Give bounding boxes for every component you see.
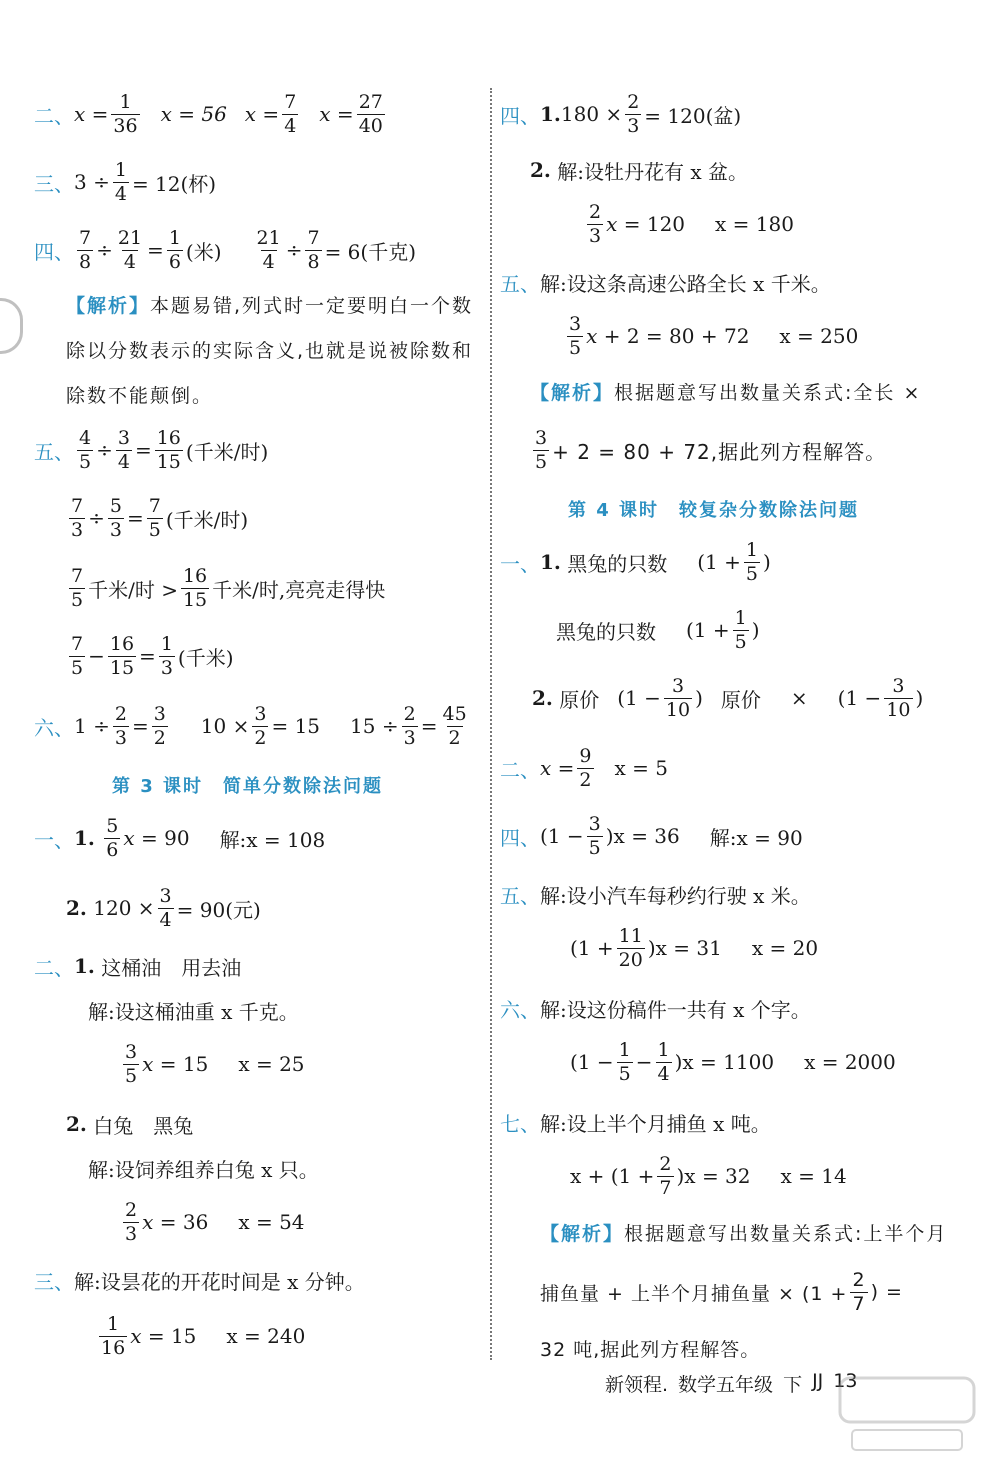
answer-row-l4-si: 四、 (1 − $\frac{3}{5}$ )x = 36 解:x = 90 [500,812,803,859]
book-name: 新领程. [605,1374,669,1396]
equation: $\frac{2}{3}$ x = 36 x = 54 [125,1198,305,1245]
answer-row-l4-yi-2: 2. 原价 (1 − $\frac{3}{10}$ ) 原价 × (1 − $\frac{3}{10}$ ) [532,674,924,721]
section-marker: 二、 [34,103,74,128]
watermark-logo-icon [832,1372,982,1457]
term: 下 [783,1374,803,1396]
answer-row-l3-san: 三、 解:设昙花的开花时间是 x 分钟。 [34,1269,365,1294]
lesson-heading-4: 第 4 课时 较复杂分数除法问题 [568,500,860,521]
subject-grade: 数学五年级 [678,1374,774,1396]
answer-row-l4-er: 二、 x = $\frac{9}{2}$ x = 5 [500,744,668,791]
lesson-heading-3: 第 3 课时 简单分数除法问题 [112,776,384,797]
page-footer [605,1370,857,1397]
answer-row-l4-liu: 六、 解:设这份稿件一共有 x 个字。 [500,997,811,1022]
answer-row-wu-4: $\frac{7}{5}$ − $\frac{16}{15}$ = $\frac{1}{3}$ (千米) [71,632,234,679]
answer-row-l4-yi-1b: 黑兔的只数 (1 + $\frac{1}{5}$ ) [556,606,760,653]
fraction: $\frac{1}{36}$ [113,90,138,137]
answer-row-l3-yi-1: 一、 1. $\frac{5}{6}$ x = 90 解:x = 108 [34,814,326,861]
solution-setup: 解:设这桶油重 x 千克。 [88,999,299,1024]
analysis-note-1: 【解析】本题易错,列式时一定要明白一个数除以分数表示的实际含义,也就是说被除数和除数不能颠倒。 [66,295,474,407]
answer-row-l4-qi: 七、 解:设上半个月捕鱼 x 吨。 [500,1111,771,1136]
answer-row-si-2: 2. 解:设牡丹花有 x 盆。 [530,158,748,184]
analysis-note-2-cont: $\frac{3}{5}$ + 2 = 80 + 72,据此列方程解答。 [535,426,887,473]
analysis-note-3: 【解析】根据题意写出数量关系式:上半个月 [540,1223,948,1245]
equation: $\frac{3}{5}$ x = 15 x = 25 [125,1040,305,1087]
binding-mark [0,298,23,354]
analysis-note-2: 【解析】根据题意写出数量关系式:全长 × [530,382,922,404]
answer-row-l3-yi-2: 2. 120 × $\frac{3}{4}$ = 90(元) [66,884,261,931]
equation: $\frac{3}{5}$ x + 2 = 80 + 72 x = 250 [569,312,859,359]
answer-row-er: 二、 x = $\frac{1}{36}$ x = 56 x = $\frac{7}{4}$ x = $\frac{27}{40}$ [34,90,383,137]
answer-row-si: 四、 1. 180 × $\frac{2}{3}$ = 120(盆) [500,90,742,137]
answer-row-wu-1: 五、 $\frac{4}{5}$ ÷ $\frac{3}{4}$ = $\frac{16}{15}$ (千米/时) [34,426,269,473]
answer-row-si: 四、 $\frac{7}{8}$ ÷ $\frac{21}{4}$ = $\frac{1}{6}$ (米) $\frac{21}{4}$ ÷ $\frac{7}{8}$ = 6(千克) [34,226,417,273]
answer-row-l3-er-1: 二、 1. 这桶油 用去油 [34,954,242,980]
answer-row-san: 三、 3 ÷ $\frac{1}{4}$ = 12(杯) [34,158,217,205]
answer-row-wu-3: $\frac{7}{5}$ 千米/时 > $\frac{16}{15}$ 千米/时,亮亮走得快 [71,564,386,611]
equation: x + (1 + $\frac{2}{7}$ )x = 32 x = 14 [570,1152,847,1199]
answer-row-l3-er-2: 2. 白兔 黑兔 [66,1112,194,1138]
answer-row-wu: 五、 解:设这条高速公路全长 x 千米。 [500,271,831,296]
answer-row-liu: 六、 1 ÷ $\frac{2}{3}$ = $\frac{3}{2}$ 10 × $\frac{3}{2}$ = 15 15 ÷ $\frac{2}{3}$ = $\frac{45}{2}$ [34,702,467,749]
edition: JJ [812,1370,824,1392]
equation: (1 + $\frac{11}{20}$ )x = 31 x = 20 [570,924,819,971]
equation: (1 − $\frac{1}{5}$ − $\frac{1}{4}$ )x = 1100 x = 2000 [570,1038,896,1085]
answer-row-l4-wu: 五、 解:设小汽车每秒约行驶 x 米。 [500,883,811,908]
answer-row-l4-yi-1: 一、 1. 黑兔的只数 (1 + $\frac{1}{5}$ ) [500,538,771,585]
equation: $\frac{1}{16}$ x = 15 x = 240 [101,1312,306,1359]
page-number: 13 [833,1370,858,1392]
column-divider [490,88,492,1360]
answer-row-wu-2: $\frac{7}{3}$ ÷ $\frac{5}{3}$ = $\frac{7}{5}$ (千米/时) [71,494,249,541]
equation: $\frac{2}{3}$ x = 120 x = 180 [589,200,794,247]
solution-setup: 解:设饲养组养白兔 x 只。 [88,1157,319,1182]
analysis-note-3-end: 32 吨,据此列方程解答。 [540,1338,761,1361]
analysis-note-3-cont: 捕鱼量 + 上半个月捕鱼量 × (1 + $\frac{2}{7}$ ) = [540,1268,903,1315]
